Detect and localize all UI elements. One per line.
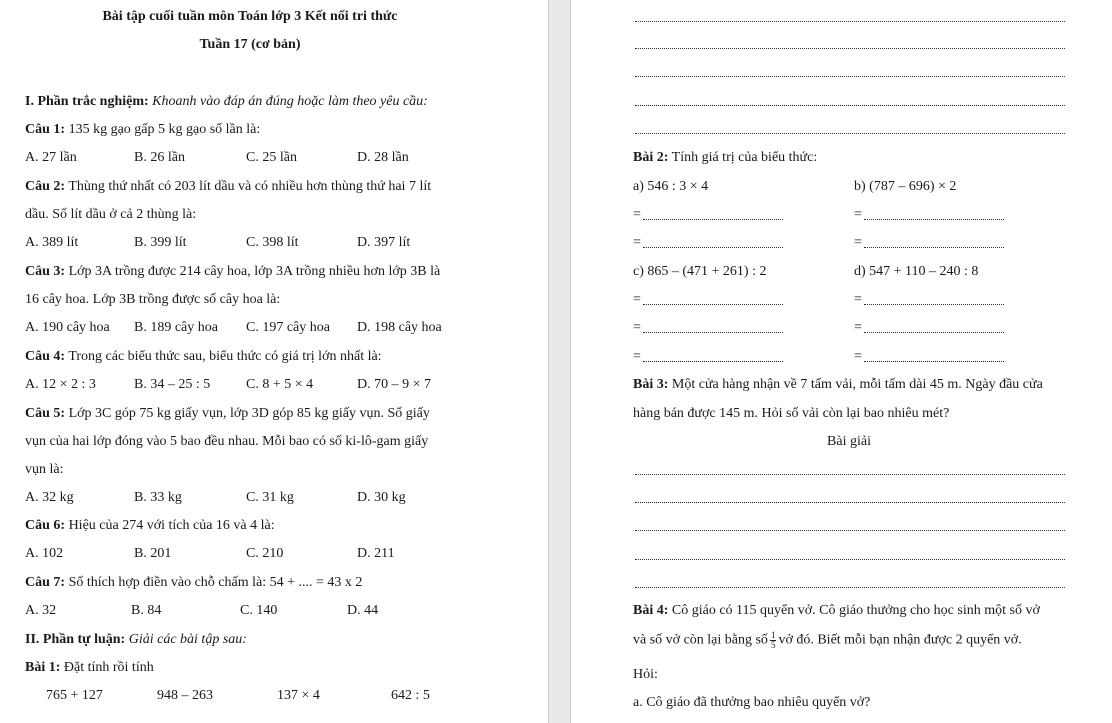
q4-option-d: D. 70 – 9 × 7 [357, 377, 432, 392]
answer-line [643, 304, 783, 305]
answer-line [635, 587, 1065, 588]
bai2-eq: = [633, 292, 641, 307]
bai2-a: a) 546 : 3 × 4 [633, 179, 709, 194]
q3-text: Câu 3: Lớp 3A trồng được 214 cây hoa, lớp 3A trồng nhiều hơn lớp 3B là [25, 264, 441, 279]
q2-option-d: D. 397 lít [357, 235, 411, 250]
q7-option-b: B. 84 [131, 603, 162, 618]
bai2-eq: = [633, 320, 641, 335]
bai2-eq: = [854, 292, 862, 307]
doc-title: Bài tập cuối tuần môn Toán lớp 3 Kết nối tri thức [102, 9, 398, 24]
q7-option-a: A. 32 [25, 603, 57, 618]
answer-line [635, 474, 1065, 475]
q2-text: Câu 2: Thùng thứ nhất có 203 lít dầu và có nhiều hơn thùng thứ hai 7 lít [25, 179, 432, 194]
bai2-eq: = [854, 349, 862, 364]
q1-option-c: C. 25 lần [246, 150, 297, 165]
q2-option-a: A. 389 lít [25, 235, 79, 250]
q6-option-c: C. 210 [246, 546, 284, 561]
answer-line [635, 502, 1065, 503]
bai2-eq: = [854, 320, 862, 335]
q3-option-c: C. 197 cây hoa [246, 320, 330, 335]
answer-line [864, 361, 1004, 362]
q4-text: Câu 4: Trong các biểu thức sau, biểu thức có giá trị lớn nhất là: [25, 349, 382, 364]
q3-option-d: D. 198 cây hoa [357, 320, 442, 335]
q4-option-b: B. 34 – 25 : 5 [134, 377, 211, 392]
bai1-expr-3: 137 × 4 [277, 688, 320, 703]
q5-text: Câu 5: Lớp 3C góp 75 kg giấy vụn, lớp 3D góp 85 kg giấy vụn. Số giấy [25, 406, 430, 421]
bai2-d: d) 547 + 110 – 240 : 8 [854, 264, 979, 279]
answer-line [635, 21, 1065, 22]
bai1-expr-4: 642 : 5 [391, 688, 430, 703]
q2-option-c: C. 398 lít [246, 235, 299, 250]
q6-option-a: A. 102 [25, 546, 64, 561]
q5-option-c: C. 31 kg [246, 490, 294, 505]
answer-line [635, 559, 1065, 560]
answer-line [864, 247, 1004, 248]
answer-line [643, 247, 783, 248]
bai2-eq: = [633, 349, 641, 364]
q7-text: Câu 7: Số thích hợp điền vào chỗ chấm là: 54 + .... = 43 x 2 [25, 575, 363, 590]
bai3-solution-heading: Bài giải [827, 434, 871, 449]
answer-line [864, 332, 1004, 333]
fraction: $\frac{1}{5}$ [770, 630, 776, 650]
q5-text-cont2: vụn là: [25, 462, 64, 477]
bai1-expr-1: 765 + 127 [46, 688, 103, 703]
answer-line [643, 219, 783, 220]
section1-heading: I. Phần trắc nghiệm: Khoanh vào đáp án đúng hoặc làm theo yêu cầu: [25, 94, 428, 109]
bai2-text: Bài 2: Tính giá trị của biểu thức: [633, 150, 818, 165]
answer-line [635, 105, 1065, 106]
q6-option-b: B. 201 [134, 546, 172, 561]
q3-option-a: A. 190 cây hoa [25, 320, 110, 335]
bai4-text: Bài 4: Cô giáo có 115 quyển vở. Cô giáo thưởng cho học sinh một số vở [633, 603, 1040, 618]
q5-text-cont: vụn của hai lớp đóng vào 5 bao đều nhau. Mỗi bao có số ki-lô-gam giấy [25, 434, 429, 449]
page-gutter [548, 0, 571, 723]
answer-line [635, 48, 1065, 49]
page-left [0, 0, 548, 723]
q1-option-a: A. 27 lần [25, 150, 77, 165]
bai4-text-cont: và số vở còn lại bằng số $\frac{1}{5}$ vở đó. Biết mỗi bạn nhận được 2 quyển vở. [633, 630, 1022, 650]
bai2-eq: = [633, 235, 641, 250]
answer-line [643, 361, 783, 362]
q5-option-b: B. 33 kg [134, 490, 182, 505]
page-right [571, 0, 1112, 723]
q1-option-b: B. 26 lần [134, 150, 185, 165]
answer-line [635, 76, 1065, 77]
q3-text-cont: 16 cây hoa. Lớp 3B trồng được số cây hoa là: [25, 292, 281, 307]
answer-line [635, 530, 1065, 531]
doc-week: Tuần 17 (cơ bản) [199, 37, 301, 52]
q7-option-d: D. 44 [347, 603, 379, 618]
bai4-question-a: a. Cô giáo đã thưởng bao nhiêu quyển vở? [633, 695, 871, 710]
bai3-text: Bài 3: Một cửa hàng nhận về 7 tấm vải, mỗi tấm dài 45 m. Ngày đầu cửa [633, 377, 1043, 392]
bai2-c: c) 865 – (471 + 261) : 2 [633, 264, 767, 279]
bai1-expr-2: 948 – 263 [157, 688, 213, 703]
q4-option-c: C. 8 + 5 × 4 [246, 377, 314, 392]
q6-text: Câu 6: Hiệu của 274 với tích của 16 và 4 là: [25, 518, 275, 533]
bai2-eq: = [854, 207, 862, 222]
q5-option-a: A. 32 kg [25, 490, 74, 505]
bai4-ask: Hỏi: [633, 667, 658, 682]
bai2-b: b) (787 – 696) × 2 [854, 179, 957, 194]
answer-line [864, 304, 1004, 305]
bai3-text-cont: hàng bán được 145 m. Hỏi số vải còn lại bao nhiêu mét? [633, 406, 950, 421]
q2-text-cont: dầu. Số lít dầu ở cả 2 thùng là: [25, 207, 197, 222]
bai2-eq: = [633, 207, 641, 222]
answer-line [643, 332, 783, 333]
q7-option-c: C. 140 [240, 603, 278, 618]
bai1-text: Bài 1: Đặt tính rồi tính [25, 660, 154, 675]
q4-option-a: A. 12 × 2 : 3 [25, 377, 96, 392]
section2-heading: II. Phần tự luận: Giải các bài tập sau: [25, 632, 247, 647]
q1-text: Câu 1: 135 kg gạo gấp 5 kg gạo số lần là: [25, 122, 261, 137]
q3-option-b: B. 189 cây hoa [134, 320, 218, 335]
q1-option-d: D. 28 lần [357, 150, 409, 165]
q6-option-d: D. 211 [357, 546, 395, 561]
bai2-eq: = [854, 235, 862, 250]
answer-line [635, 133, 1065, 134]
q5-option-d: D. 30 kg [357, 490, 406, 505]
q2-option-b: B. 399 lít [134, 235, 187, 250]
answer-line [864, 219, 1004, 220]
